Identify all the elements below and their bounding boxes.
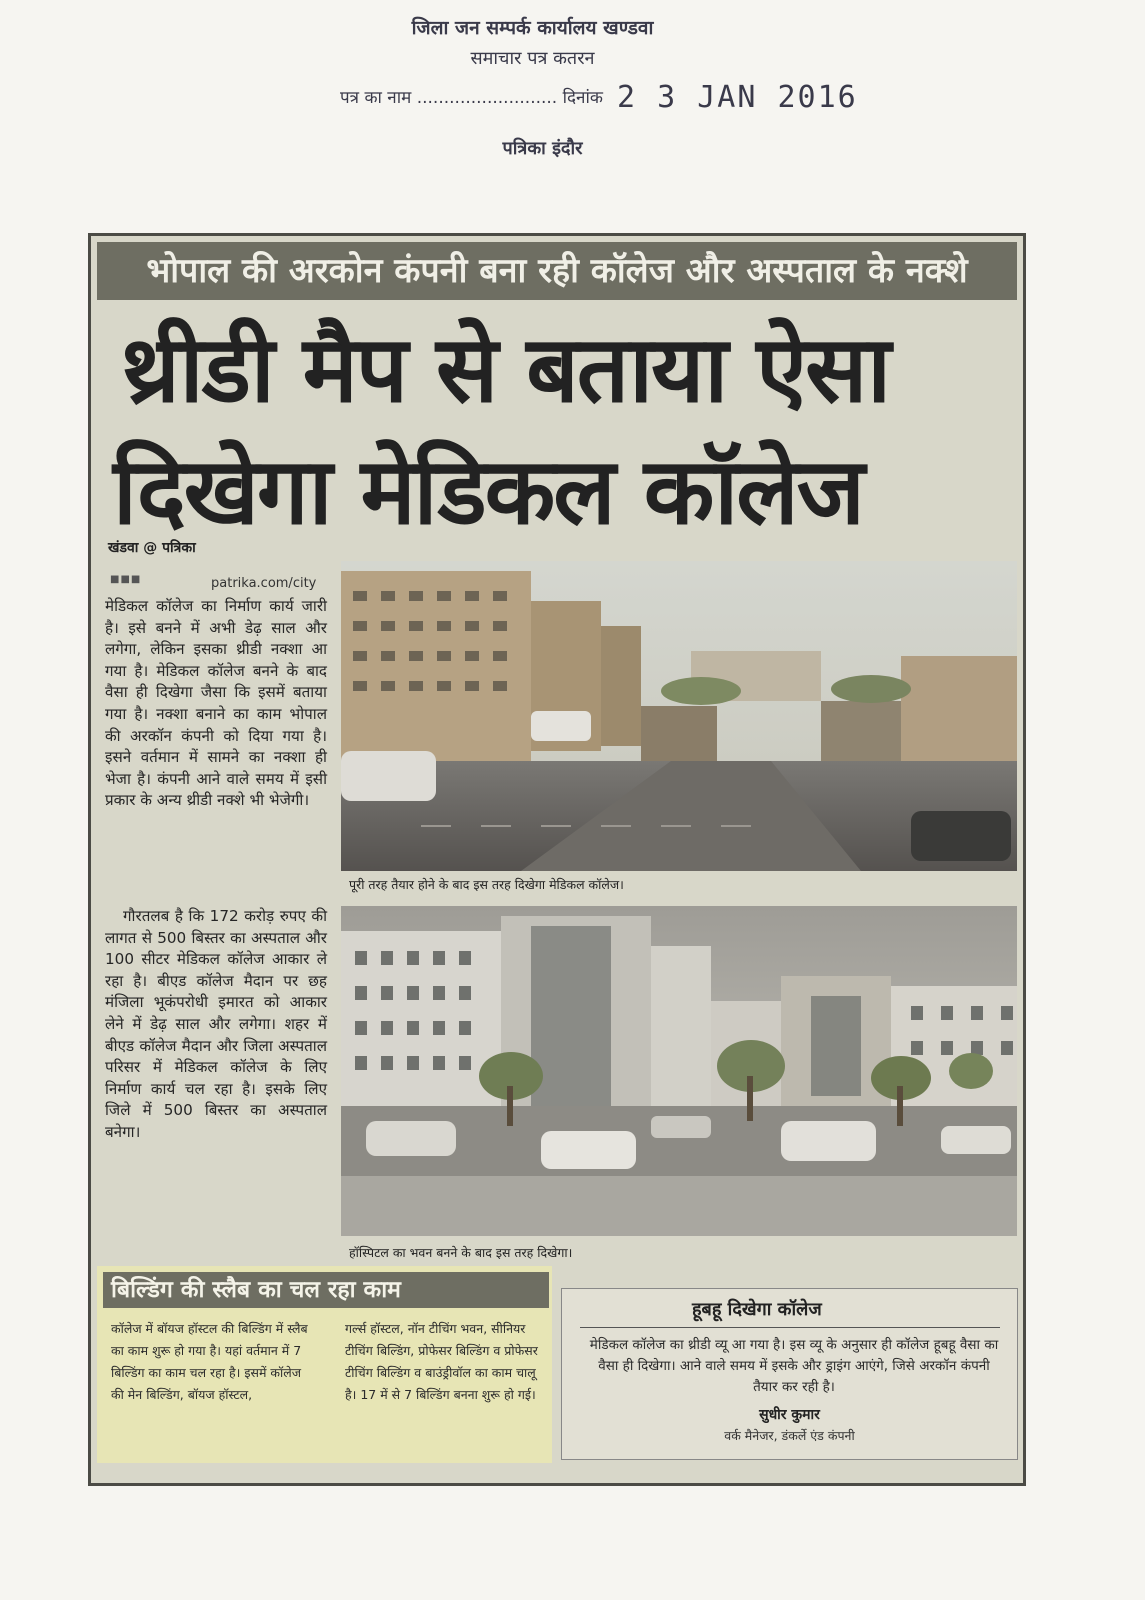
quote-text: मेडिकल कॉलेज का थ्रीडी व्यू आ गया है। इस व्यू के अनुसार ही कॉलेज हूबहू वैसा का वैसा ही दिखेगा। आने वाले समय में इसके और ड्राइंग आएंगे, जिसे अरकॉन कंपनी तैयार कर रही है। xyxy=(589,1337,999,1395)
college-render-photo xyxy=(341,561,1017,871)
quote-title: हूबहू दिखेगा कॉलेज xyxy=(692,1299,822,1320)
kicker-banner: भोपाल की अरकोन कंपनी बना रही कॉलेज और अस्पताल के नक्शे xyxy=(97,242,1017,300)
office-stamp: जिला जन सम्पर्क कार्यालय खण्डवा xyxy=(411,17,654,39)
stamp-date: 2 3 JAN 2016 xyxy=(616,80,858,115)
quote-box xyxy=(561,1288,1018,1460)
sidebar-column-1: कॉलेज में बॉयज हॉस्टल की बिल्डिंग में स्लैब का काम शुरू हो गया है। यहां वर्तमान में 7 बिल्डिंग का काम चल रहा है। इसमें कॉलेज की मेन बिल्डिंग, बॉयज हॉस्टल, xyxy=(111,1321,308,1402)
web-link: patrika.com/city xyxy=(211,576,317,591)
clipping-label: समाचार पत्र कतरन xyxy=(470,48,595,69)
headline-line-2: दिखेगा मेडिकल कॉलेज xyxy=(113,438,863,545)
sidebar-title: बिल्डिंग की स्लैब का चल रहा काम xyxy=(103,1272,549,1308)
photo-caption-2: हॉस्पिटल का भवन बनने के बाद इस तरह दिखेगा। xyxy=(349,1245,573,1260)
quote-author-role: वर्क मैनेजर, डंकर्ले एंड कंपनी xyxy=(724,1428,855,1443)
quote-author: सुधीर कुमार xyxy=(759,1407,820,1423)
sidebar-column-2: गर्ल्स हॉस्टल, नॉन टीचिंग भवन, सीनियर टीचिंग बिल्डिंग, प्रोफेसर बिल्डिंग व प्रोफेसर टीचिंग बिल्डिंग व बाउंड्रीवॉल का काम चालू है। 17 में से 7 बिल्डिंग बनना शुरू हो गई। xyxy=(345,1321,538,1402)
newspaper-clipping xyxy=(88,233,1026,1486)
dateline: खंडवा @ पत्रिका xyxy=(108,540,196,556)
photo-caption-1: पूरी तरह तैयार होने के बाद इस तरह दिखेगा मेडिकल कॉलेज। xyxy=(349,877,624,892)
body-paragraph-2: गौरतलब है कि 172 करोड़ रुपए की लागत से 500 बिस्तर का अस्पताल और 100 सीटर मेडिकल कॉलेज आकार ले रहा है। बीएड कॉलेज मैदान पर छह मंजिला भूकंपरोधी इमारत को आकार लेने में डेढ़ साल और लगेगा। शहर में बीएड कॉलेज मैदान और जिला अस्पताल परिसर में मेडिकल कॉलेज के लिए निर्माण कार्य चल रहा है। इसके लिए जिले में 500 बिस्तर का अस्पताल बनेगा। xyxy=(105,907,327,1141)
quote-divider xyxy=(580,1327,1000,1328)
body-paragraph-1: मेडिकल कॉलेज का निर्माण कार्य जारी है। इसे बनने में अभी डेढ़ साल और लगेगा, लेकिन इसका थ्रीडी नक्शा आ गया है। मेडिकल कॉलेज बनने के बाद वैसा ही दिखेगा जैसा कि इसमें बताया गया है। नक्शा बनाने का काम भोपाल की अरकॉन कंपनी को दिया गया है। इसने वर्तमान में सामने का नक्शा ही भेजा है। कंपनी आने वाले समय में इसी प्रकार के अन्य थ्रीडी नक्शे भी भेजेगी। xyxy=(105,597,327,810)
paper-name-line xyxy=(340,80,940,115)
hospital-render-photo xyxy=(341,906,1017,1236)
slab-work-sidebar xyxy=(97,1266,552,1463)
newspaper-name: पत्रिका इंदौर xyxy=(502,138,583,159)
paper-name-label: पत्र का नाम .......................... दिनांक xyxy=(340,88,603,108)
separator-dots: ■■■ xyxy=(110,574,142,585)
headline-line-1: थ्रीडी मैप से बताया ऐसा xyxy=(121,316,890,423)
